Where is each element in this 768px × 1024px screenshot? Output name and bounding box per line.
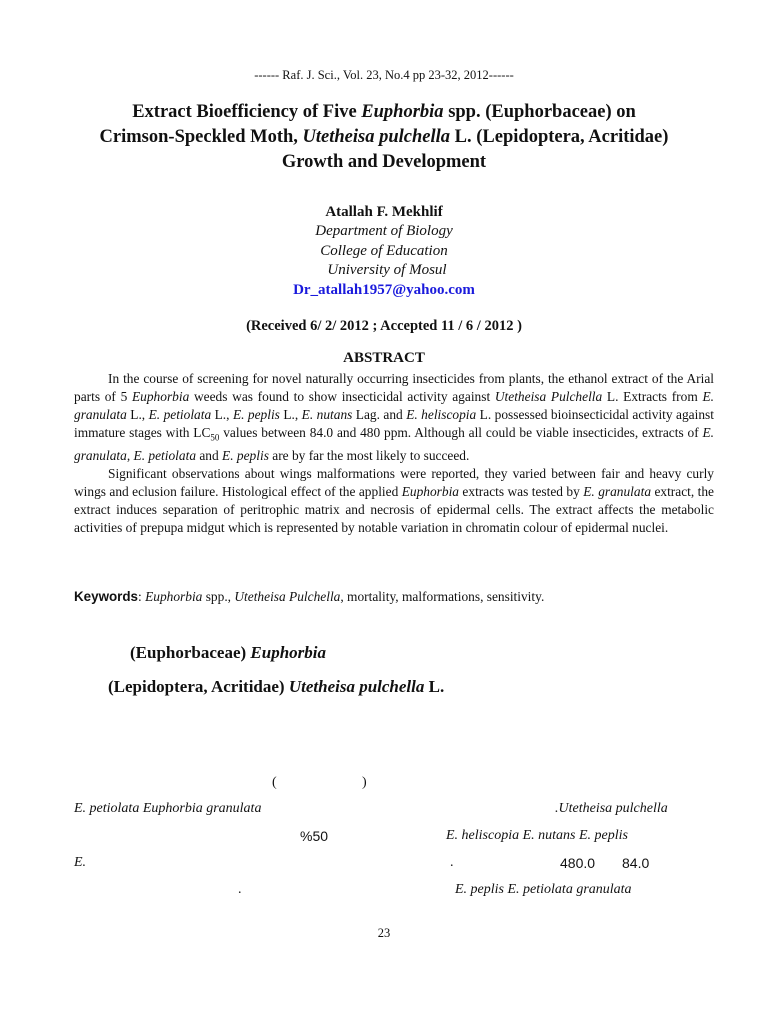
title-line-3: Growth and Development [281, 152, 487, 172]
author-university: University of Mosul [327, 262, 447, 278]
arabic-title-line-1: (Euphorbaceae) Euphorbia [130, 643, 327, 662]
arabic-paren-open: ( [272, 775, 277, 790]
keywords-line: Keywords: Euphorbia spp., Utetheisa Pulchella, mortality, malformations, sensitivity. [74, 589, 545, 604]
abstract-paragraph-1: In the course of screening for novel naturally occurring insecticides from plants, the ethanol extract of the Arial parts of 5 Euphorbia weeds was found to show insecticidal activity against Utetheisa Pulchella L. Extracts from E. granulata L., E. petiolata L., E. peplis L., E. nutans Lag. and E. heliscopia L. possessed bioinsecticidal activity against immature stages with $LC_{50}$ values between 84.0 and 480 ppm. Although all could be viable insecticides, extracts of E. granulata, E. petiolata and E. peplis are by far the most likely to succeed. [74, 371, 714, 464]
arabic-title-line-2: (Lepidoptera, Acritidae) Utetheisa pulchella L. [108, 677, 445, 696]
author-department: Department of Biology [315, 223, 453, 239]
arabic-row-3-left: E. [74, 855, 87, 870]
author-email-link[interactable]: Dr_atallah1957@yahoo.com [293, 282, 475, 298]
author-name: Atallah F. Mekhlif [325, 204, 443, 220]
title-line-1: Extract Bioefficiency of Five Euphorbia spp. (Euphorbaceae) on [132, 102, 636, 122]
arabic-row-1-left: E. petiolata Euphorbia granulata [74, 801, 262, 816]
page-number: 23 [377, 926, 391, 940]
abstract-heading: ABSTRACT [343, 350, 425, 366]
arabic-row-2-right: E. heliscopia E. nutans E. peplis [446, 828, 628, 843]
arabic-paren-close: ) [362, 775, 367, 790]
title-line-2: Crimson-Speckled Moth, Utetheisa pulchella L. (Lepidoptera, Acritidae) [99, 127, 669, 147]
received-accepted-dates: (Received 6/ 2/ 2012 ; Accepted 11 / 6 / 2012 ) [246, 318, 522, 334]
arabic-row-4-right: E. peplis E. petiolata granulata [455, 882, 632, 897]
abstract-body [74, 370, 714, 538]
arabic-row-3-dot: . [450, 855, 454, 870]
arabic-row-1-right: .Utetheisa pulchella [555, 801, 668, 816]
arabic-row-2-percent: %50 [300, 828, 329, 844]
abstract-paragraph-2: Significant observations about wings malformations were reported, they varied between fair and heavy curly wings and eclusion failure. Histological effect of the applied Euphorbia extracts was tested by E. granulata extract, the extract induces separation of peritrophic matrix and necrosis of epidermal cells. The extract affects the metabolic activities of prepupa midgut which is represented by notable variation in chromatin colour of epidermal nuclei. [74, 466, 715, 536]
paper-title [0, 100, 768, 175]
author-college: College of Education [320, 243, 448, 259]
arabic-row-3-num-1: 480.0 [560, 855, 596, 871]
journal-citation: ------ Raf. J. Sci., Vol. 23, No.4 pp 23-32, 2012------ [254, 68, 514, 82]
arabic-row-4-dot: . [238, 882, 242, 897]
arabic-row-3-num-2: 84.0 [622, 855, 650, 871]
